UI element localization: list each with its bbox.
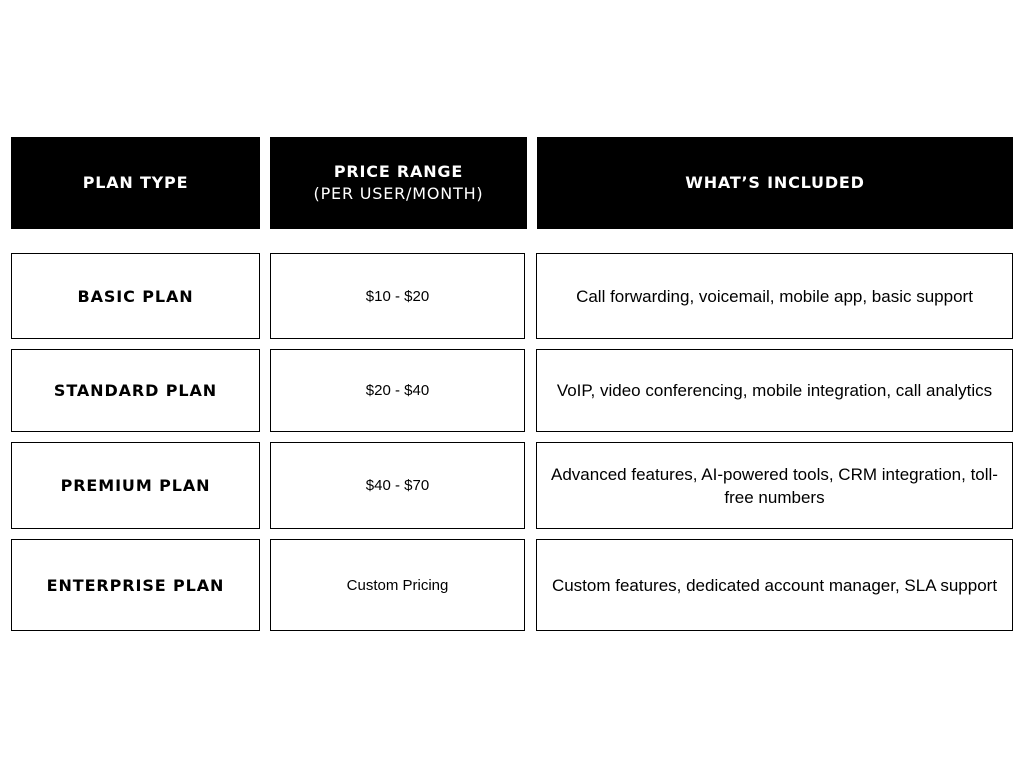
- row-enterprise-price: [270, 539, 525, 631]
- header-whats-included-label: WHAT’S INCLUDED: [685, 173, 865, 192]
- plan-price: Custom Pricing: [346, 576, 449, 594]
- plan-included: VoIP, video conferencing, mobile integration, call analytics: [556, 381, 993, 400]
- plan-name: PREMIUM PLAN: [60, 476, 211, 495]
- row-basic-plan-type: [11, 253, 260, 339]
- row-enterprise-included: [536, 539, 1013, 631]
- plan-price: $40 - $70: [365, 477, 430, 494]
- header-plan-type-label: PLAN TYPE: [82, 173, 189, 192]
- header-price-range: [270, 137, 527, 229]
- plan-price: $10 - $20: [365, 287, 430, 305]
- row-premium-included: [536, 442, 1013, 529]
- row-premium-plan-type: [11, 442, 260, 529]
- plan-name: STANDARD PLAN: [53, 381, 218, 400]
- header-whats-included: [537, 137, 1013, 229]
- plan-included: Advanced features, AI-powered tools, CRM integration, toll-free numbers: [551, 464, 998, 507]
- row-enterprise-plan-type: [11, 539, 260, 631]
- header-plan-type: [11, 137, 260, 229]
- row-standard-price: [270, 349, 525, 432]
- row-standard-plan-type: [11, 349, 260, 432]
- plan-price: $20 - $40: [365, 382, 430, 399]
- row-basic-price: [270, 253, 525, 339]
- plan-name: BASIC PLAN: [77, 286, 194, 306]
- header-price-range-sublabel: (PER USER/MONTH): [313, 184, 484, 203]
- header-price-range-label: PRICE RANGE: [333, 162, 464, 181]
- row-premium-price: [270, 442, 525, 529]
- plan-included: Custom features, dedicated account manager, SLA support: [551, 575, 998, 595]
- plan-name: ENTERPRISE PLAN: [46, 575, 225, 595]
- row-standard-included: [536, 349, 1013, 432]
- plan-included: Call forwarding, voicemail, mobile app, basic support: [576, 286, 973, 306]
- row-basic-included: [536, 253, 1013, 339]
